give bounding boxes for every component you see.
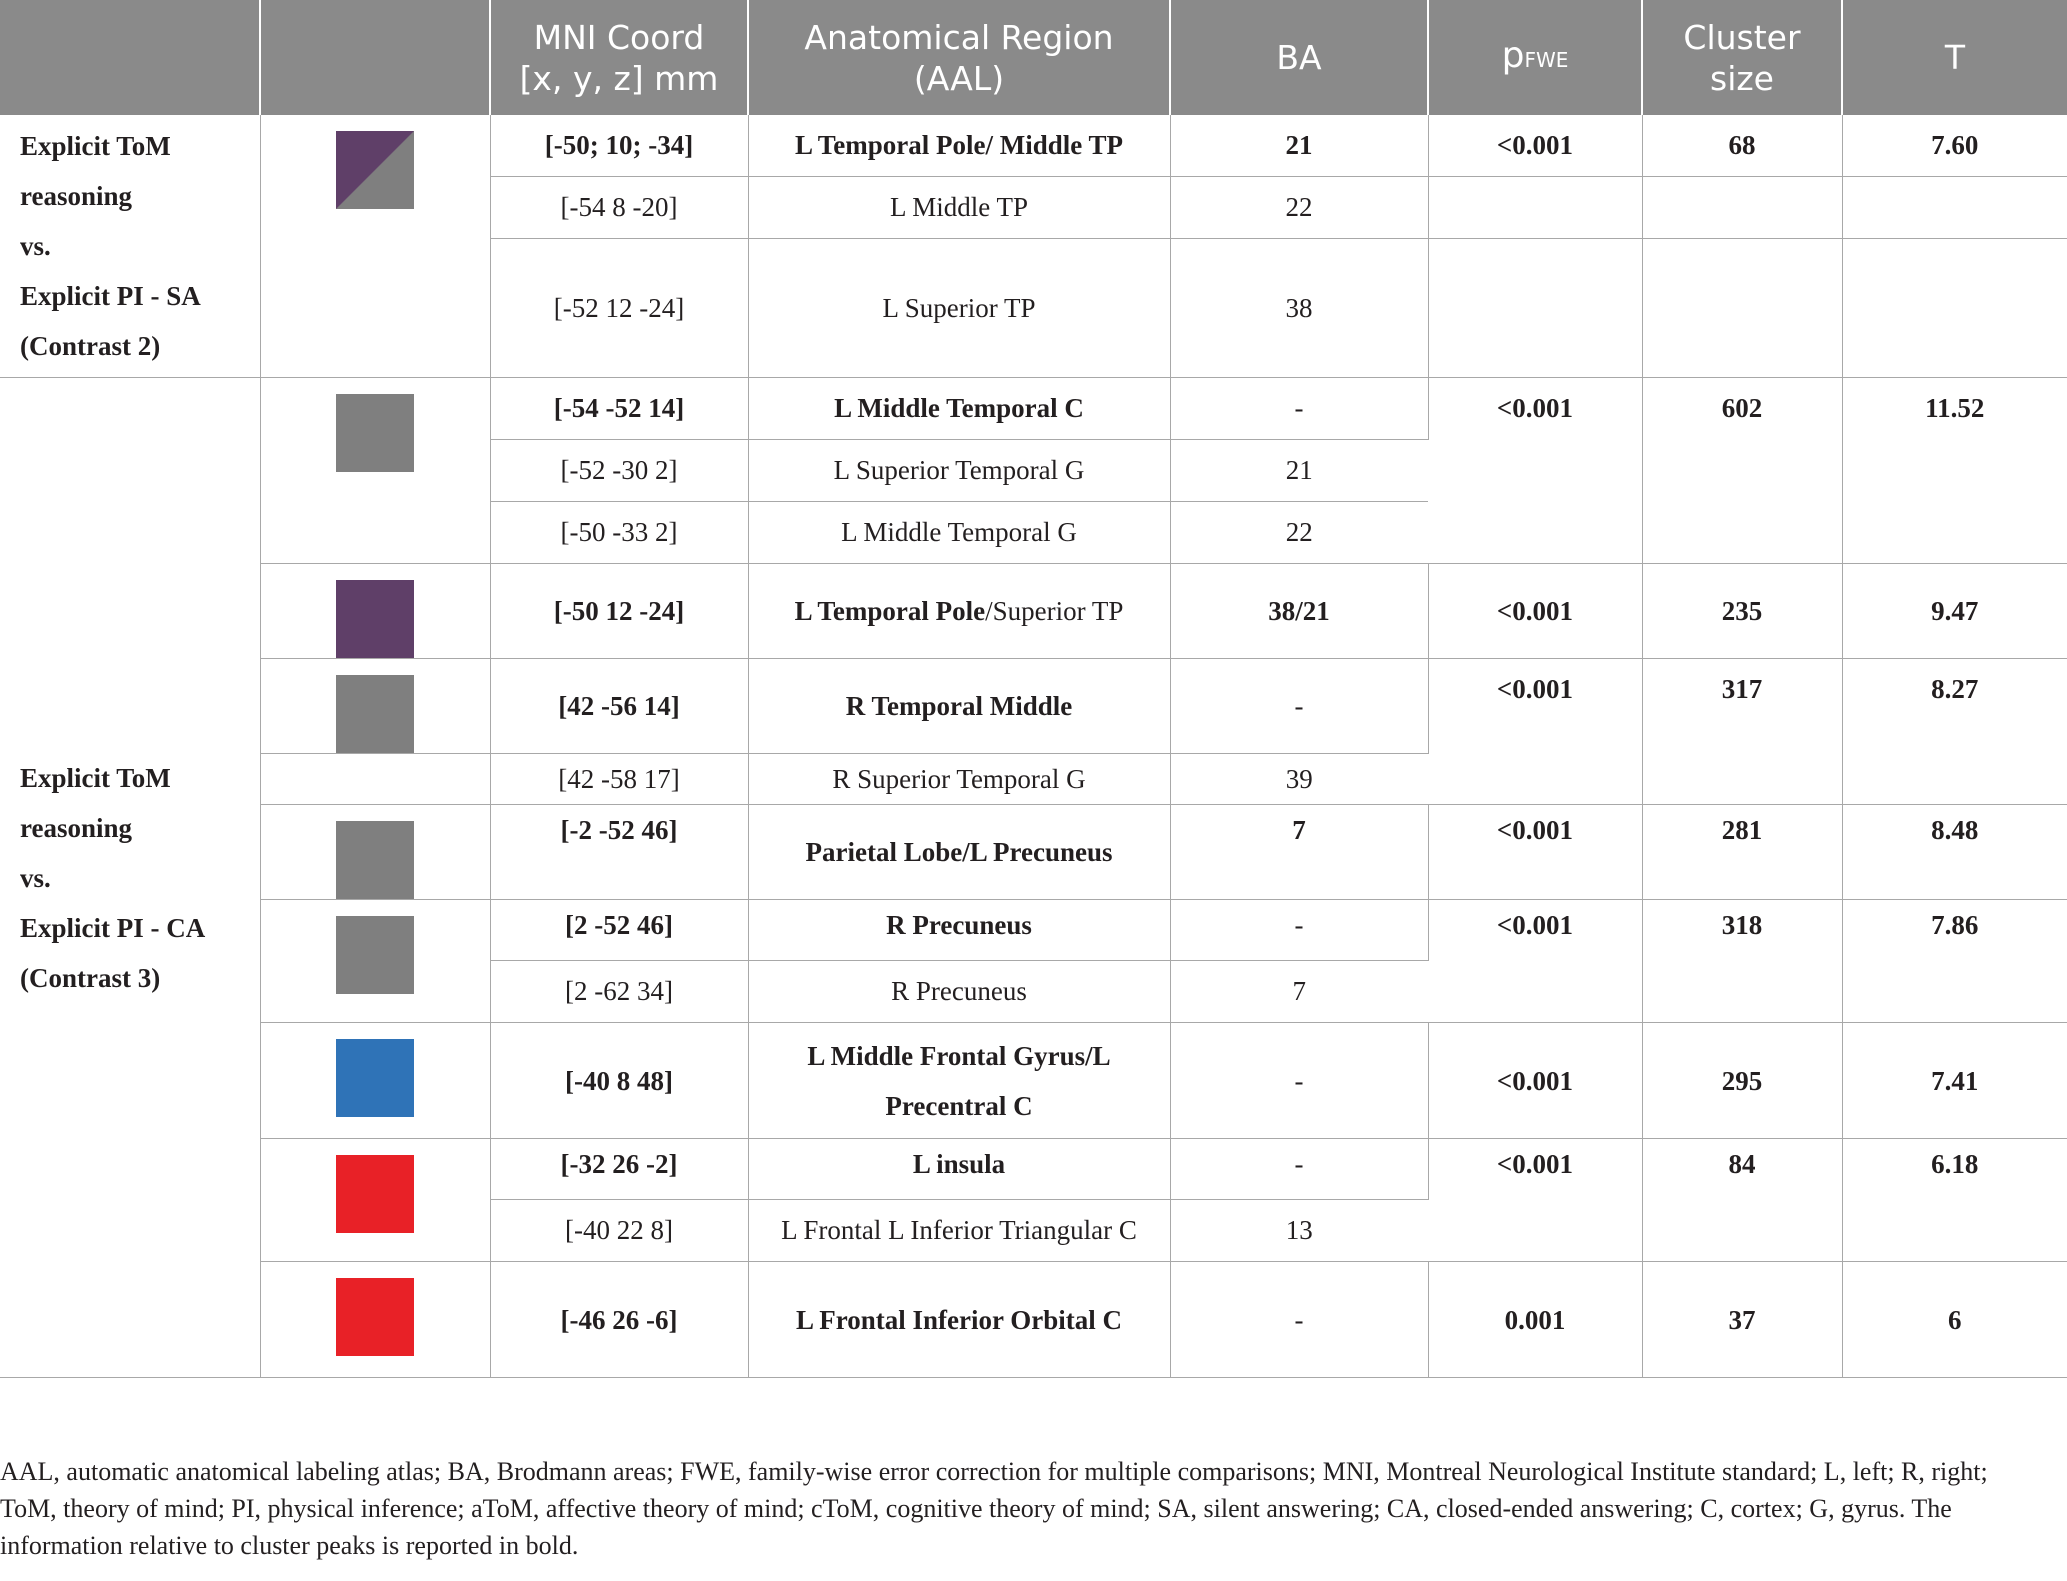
mni-cell: [-50; 10; -34] [490, 115, 748, 177]
t-cell: 7.86 [1842, 900, 2067, 1023]
pfwe-cell: <0.001 [1428, 378, 1642, 564]
cluster-size-cell: 235 [1642, 564, 1842, 659]
cluster-size-cell [1642, 177, 1842, 239]
ba-cell: - [1170, 1139, 1428, 1200]
mni-cell: [42 -58 17] [490, 754, 748, 805]
pfwe-cell: <0.001 [1428, 900, 1642, 1023]
region-cell: Parietal Lobe/L Precuneus [748, 805, 1170, 900]
mni-cell: [2 -62 34] [490, 961, 748, 1023]
swatch-cell [260, 378, 490, 564]
region-cell: L Middle Temporal G [748, 502, 1170, 564]
ba-cell: - [1170, 1262, 1428, 1378]
region-cell: R Precuneus [748, 961, 1170, 1023]
swatch-cell [260, 115, 490, 378]
cluster-size-cell: 37 [1642, 1262, 1842, 1378]
pfwe-cell: <0.001 [1428, 659, 1642, 805]
header-region: Anatomical Region (AAL) [748, 0, 1170, 115]
header-ba: BA [1170, 0, 1428, 115]
ba-cell: - [1170, 1023, 1428, 1139]
swatch-cell [260, 1139, 490, 1262]
table-row [0, 805, 2067, 900]
ba-cell: 21 [1170, 115, 1428, 177]
region-cell: L Middle Frontal Gyrus/L Precentral C [748, 1023, 1170, 1139]
mni-cell: [-54 8 -20] [490, 177, 748, 239]
cluster-size-cell: 602 [1642, 378, 1842, 564]
color-swatch-red [336, 1278, 414, 1356]
mni-cell: [42 -56 14] [490, 659, 748, 754]
pfwe-cell: <0.001 [1428, 115, 1642, 177]
table-row [0, 659, 2067, 754]
t-cell: 11.52 [1842, 378, 2067, 564]
mni-cell: [-40 22 8] [490, 1200, 748, 1262]
mni-cell: [2 -52 46] [490, 900, 748, 961]
region-cell: R Precuneus [748, 900, 1170, 961]
color-swatch-gray [336, 394, 414, 472]
table-row [0, 115, 2067, 177]
mni-cell: [-46 26 -6] [490, 1262, 748, 1378]
color-swatch-blue [336, 1039, 414, 1117]
t-cell: 7.41 [1842, 1023, 2067, 1139]
cluster-size-cell: 295 [1642, 1023, 1842, 1139]
t-cell: 7.60 [1842, 115, 2067, 177]
pfwe-cell: <0.001 [1428, 805, 1642, 900]
region-cell: R Temporal Middle [748, 659, 1170, 754]
mni-cell: [-2 -52 46] [490, 805, 748, 900]
header-row [0, 0, 2067, 115]
t-cell: 8.48 [1842, 805, 2067, 900]
t-cell: 6 [1842, 1262, 2067, 1378]
mni-cell: [-52 -30 2] [490, 440, 748, 502]
header-t: T [1842, 0, 2067, 115]
ba-cell: 22 [1170, 502, 1428, 564]
region-cell: L Superior TP [748, 239, 1170, 378]
ba-cell: 39 [1170, 754, 1428, 805]
table-row [0, 1262, 2067, 1378]
pfwe-cell: <0.001 [1428, 564, 1642, 659]
region-cell: L Temporal Pole/Superior TP [748, 564, 1170, 659]
region-cell: L Middle Temporal C [748, 378, 1170, 440]
header-pfwe: pFWE [1428, 0, 1642, 115]
region-cell: L insula [748, 1139, 1170, 1200]
t-cell: 8.27 [1842, 659, 2067, 805]
header-group [0, 0, 260, 115]
table-row [0, 378, 2067, 440]
cluster-size-cell: 68 [1642, 115, 1842, 177]
region-cell: L Temporal Pole/ Middle TP [748, 115, 1170, 177]
pfwe-cell [1428, 239, 1642, 378]
swatch-cell [260, 1023, 490, 1139]
pfwe-cell: 0.001 [1428, 1262, 1642, 1378]
swatch-cell [260, 900, 490, 1023]
swatch-cell [260, 805, 490, 900]
table-row [0, 1023, 2067, 1139]
mni-cell: [-50 -33 2] [490, 502, 748, 564]
color-swatch-gray [336, 916, 414, 994]
ba-cell: - [1170, 378, 1428, 440]
swatch-cell [260, 754, 490, 805]
header-cluster-size: Cluster size [1642, 0, 1842, 115]
cluster-size-cell: 281 [1642, 805, 1842, 900]
ba-cell: 7 [1170, 805, 1428, 900]
color-swatch-gray [336, 821, 414, 899]
mni-cell: [-52 12 -24] [490, 239, 748, 378]
ba-cell: 22 [1170, 177, 1428, 239]
swatch-cell [260, 564, 490, 659]
swatch-cell [260, 1262, 490, 1378]
cluster-size-cell: 84 [1642, 1139, 1842, 1262]
group-label-contrast-3: Explicit ToM reasoning vs. Explicit PI - CA (Contrast 3) [0, 378, 260, 1378]
table-row [0, 564, 2067, 659]
mni-cell: [-32 26 -2] [490, 1139, 748, 1200]
t-cell [1842, 239, 2067, 378]
ba-cell: - [1170, 659, 1428, 754]
t-cell: 9.47 [1842, 564, 2067, 659]
mni-cell: [-40 8 48] [490, 1023, 748, 1139]
region-cell: R Superior Temporal G [748, 754, 1170, 805]
cluster-size-cell: 318 [1642, 900, 1842, 1023]
header-swatch [260, 0, 490, 115]
group-label-contrast-2: Explicit ToM reasoning vs. Explicit PI - SA (Contrast 2) [0, 115, 260, 378]
ba-cell: 21 [1170, 440, 1428, 502]
t-cell: 6.18 [1842, 1139, 2067, 1262]
region-cell: L Frontal Inferior Orbital C [748, 1262, 1170, 1378]
region-cell: L Superior Temporal G [748, 440, 1170, 502]
color-swatch-purple-gray [336, 131, 414, 209]
color-swatch-red [336, 1155, 414, 1233]
ba-cell: 38 [1170, 239, 1428, 378]
t-cell [1842, 177, 2067, 239]
ba-cell: - [1170, 900, 1428, 961]
pfwe-cell [1428, 177, 1642, 239]
header-mni: MNI Coord [x, y, z] mm [490, 0, 748, 115]
table-row [0, 900, 2067, 961]
ba-cell: 13 [1170, 1200, 1428, 1262]
swatch-cell [260, 659, 490, 754]
region-cell: L Frontal L Inferior Triangular C [748, 1200, 1170, 1262]
cluster-size-cell: 317 [1642, 659, 1842, 805]
color-swatch-purple [336, 580, 414, 658]
pfwe-cell: <0.001 [1428, 1023, 1642, 1139]
mni-cell: [-50 12 -24] [490, 564, 748, 659]
cluster-size-cell [1642, 239, 1842, 378]
ba-cell: 38/21 [1170, 564, 1428, 659]
mni-cell: [-54 -52 14] [490, 378, 748, 440]
color-swatch-gray [336, 675, 414, 753]
table-footnote: AAL, automatic anatomical labeling atlas; BA, Brodmann areas; FWE, family-wise error correction for multiple comparisons; MNI, Montreal Neurological Institute standard; L, left; R, right; ToM, theory of mind; PI, physical inference; aToM, affective theory of mind; cToM, cognitive theory of mind; SA, silent answering; CA, closed-ended answering; C, cortex; G, gyrus. The information relative to cluster peaks is reported in bold. [0, 1457, 1988, 1560]
ba-cell: 7 [1170, 961, 1428, 1023]
pfwe-cell: <0.001 [1428, 1139, 1642, 1262]
region-cell: L Middle TP [748, 177, 1170, 239]
table-row [0, 1139, 2067, 1200]
